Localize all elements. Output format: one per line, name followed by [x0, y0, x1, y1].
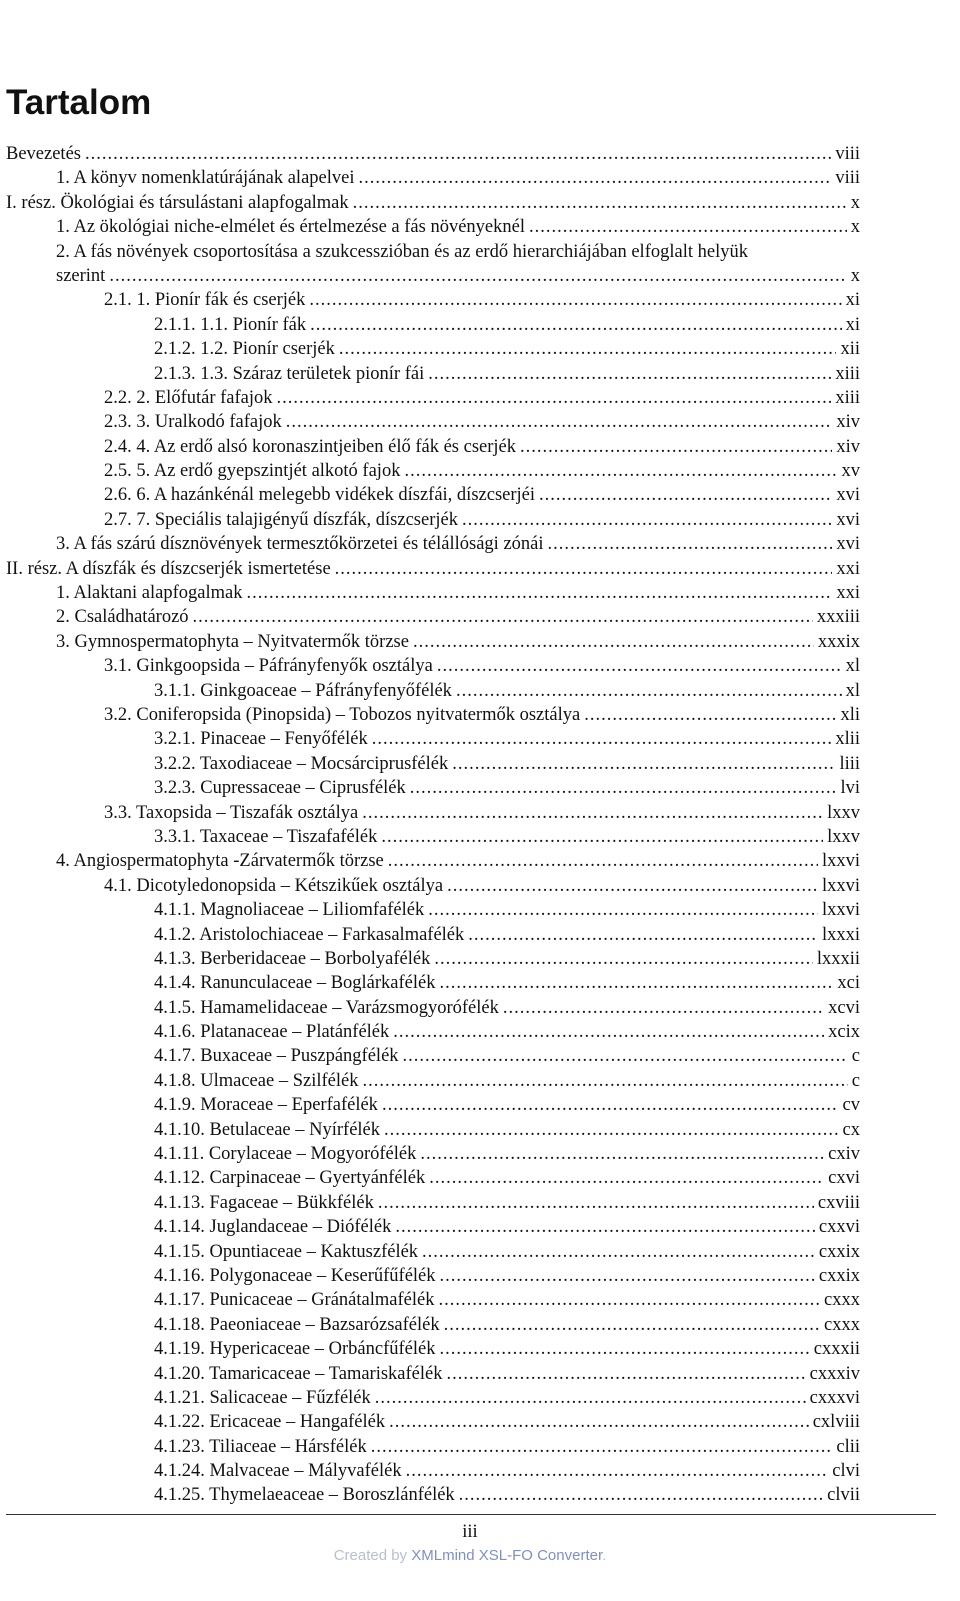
toc-page-number: cxxxii: [813, 1339, 860, 1360]
toc-entry-title: 2. Családhatározó: [56, 607, 189, 628]
toc-entry-title: 4.1.5. Hamamelidaceae – Varázsmogyorófélék: [154, 997, 499, 1018]
toc-entry[interactable]: [6, 825, 860, 849]
toc-entry-title: 4.1.23. Tiliaceae – Hársfélék: [154, 1436, 367, 1457]
toc-entry[interactable]: [6, 410, 860, 434]
toc-entry[interactable]: [6, 1362, 860, 1386]
dot-leader: [362, 1069, 847, 1093]
toc-page-number: xiv: [836, 412, 860, 433]
toc-page-number: liii: [839, 753, 860, 774]
page-title: Tartalom: [6, 83, 152, 122]
toc-entry-title: 3.3. Taxopsida – Tiszafák osztálya: [104, 802, 359, 823]
toc-entry-title: 4.1.21. Salicaceae – Fűzfélék: [154, 1387, 371, 1408]
toc-entry[interactable]: [6, 727, 860, 751]
toc-page-number: lxxvi: [821, 851, 860, 872]
toc-page-number: xli: [840, 704, 860, 725]
dot-leader: [462, 508, 832, 532]
toc-page-number: lxxvi: [821, 875, 860, 896]
toc-page-number: lxxxi: [821, 924, 860, 945]
toc-entry[interactable]: [6, 679, 860, 703]
dot-leader: [382, 1093, 839, 1117]
toc-entry-title: 4.1.11. Corylaceae – Mogyorófélék: [154, 1144, 417, 1165]
toc-entry[interactable]: [6, 362, 860, 386]
toc-entry-title: 3.1.1. Ginkgoaceae – Páfrányfenyőfélék: [154, 680, 452, 701]
dot-leader: [389, 1410, 809, 1434]
toc-entry[interactable]: [6, 1044, 860, 1068]
dot-leader: [548, 532, 833, 556]
toc-page-number: lxxxii: [816, 948, 860, 969]
dot-leader: [429, 1166, 824, 1190]
toc-entry-title: II. rész. A díszfák és díszcserjék ismertetése: [6, 558, 331, 579]
dot-leader: [422, 1240, 815, 1264]
toc-entry-title: 1. A könyv nomenklatúrájának alapelvei: [56, 168, 355, 189]
toc-page-number: viii: [835, 144, 860, 164]
toc-page-number: xlii: [835, 729, 860, 750]
dot-leader: [358, 166, 831, 190]
dot-leader: [378, 1191, 814, 1215]
toc-entry-title: 2.1.2. 1.2. Pionír cserjék: [154, 339, 335, 360]
toc-entry[interactable]: [6, 1215, 860, 1239]
toc-entry[interactable]: [6, 947, 860, 971]
dot-leader: [452, 752, 835, 776]
toc-page-number: xxi: [836, 558, 860, 579]
dot-leader: [277, 386, 832, 410]
toc-page-number: cxiv: [828, 1144, 860, 1165]
toc-page-number: viii: [835, 168, 860, 189]
toc-page-number: cxxix: [818, 1265, 860, 1286]
toc-entry[interactable]: [6, 240, 860, 264]
toc-page-number: cxvi: [828, 1168, 860, 1189]
dot-leader: [468, 923, 818, 947]
toc-entry-title: 4.1.6. Platanaceae – Platánfélék: [154, 1022, 390, 1043]
toc-entry[interactable]: [6, 703, 860, 727]
dot-leader: [438, 1288, 820, 1312]
toc-entry[interactable]: [6, 1435, 860, 1459]
toc-page-number: lvi: [840, 778, 860, 799]
table-of-contents: [6, 142, 860, 1508]
dot-leader: [428, 362, 831, 386]
dot-leader: [428, 898, 818, 922]
toc-entry[interactable]: [6, 557, 860, 581]
dot-leader: [109, 264, 846, 288]
toc-entry[interactable]: [6, 142, 860, 166]
toc-page-number: cxxxiv: [809, 1363, 860, 1384]
dot-leader: [456, 679, 842, 703]
dot-leader: [529, 215, 847, 239]
toc-entry[interactable]: [6, 996, 860, 1020]
toc-page-number: x: [850, 265, 860, 286]
toc-entry[interactable]: [6, 532, 860, 556]
toc-entry[interactable]: [6, 1118, 860, 1142]
dot-leader: [384, 1118, 839, 1142]
toc-page-number: cxxx: [824, 1290, 860, 1311]
toc-entry-title: 1. Alaktani alapfogalmak: [56, 583, 243, 604]
toc-entry[interactable]: [6, 1191, 860, 1215]
toc-page-number: xv: [841, 461, 860, 482]
toc-entry-title: 4.1.12. Carpinaceae – Gyertyánfélék: [154, 1168, 426, 1189]
toc-page-number: x: [850, 192, 860, 213]
toc-entry[interactable]: [6, 1264, 860, 1288]
dot-leader: [439, 1337, 809, 1361]
dot-leader: [404, 459, 837, 483]
toc-page-number: xvi: [836, 509, 860, 530]
toc-entry-title: 4.1.1. Magnoliaceae – Liliomfafélék: [154, 900, 425, 921]
dot-leader: [393, 1020, 824, 1044]
toc-entry[interactable]: [6, 1142, 860, 1166]
watermark-prefix: Created by: [333, 1547, 408, 1564]
toc-entry-title: 4.1.10. Betulaceae – Nyírfélék: [154, 1119, 381, 1140]
toc-page-number: xvi: [836, 534, 860, 555]
toc-entry[interactable]: [6, 1069, 860, 1093]
toc-entry[interactable]: [6, 386, 860, 410]
toc-entry-title: 2.2. 2. Előfutár fafajok: [104, 387, 273, 408]
dot-leader: [503, 996, 824, 1020]
toc-page-number: xiv: [836, 436, 860, 457]
toc-entry[interactable]: [6, 752, 860, 776]
toc-page-number: xcix: [828, 1022, 860, 1043]
toc-entry[interactable]: [6, 191, 860, 215]
dot-leader: [444, 1313, 820, 1337]
toc-page-number: cxlviii: [812, 1412, 860, 1433]
toc-entry[interactable]: [6, 435, 860, 459]
toc-entry-title: 4.1.22. Ericaceae – Hangafélék: [154, 1412, 386, 1433]
dot-leader: [85, 142, 831, 166]
toc-entry[interactable]: [6, 1410, 860, 1434]
toc-entry[interactable]: [6, 1166, 860, 1190]
toc-page-number: cxviii: [817, 1192, 860, 1213]
toc-entry-title: 2.6. 6. A hazánkénál melegebb vidékek díszfái, díszcserjéi: [104, 485, 536, 506]
toc-page-number: c: [851, 1046, 860, 1067]
toc-entry[interactable]: [6, 1483, 860, 1507]
toc-entry-title: 4.1. Dicotyledonopsida – Kétszikűek osztálya: [104, 875, 444, 896]
toc-entry-title: 4.1.7. Buxaceae – Puszpángfélék: [154, 1046, 399, 1067]
toc-entry-title: I. rész. Ökológiai és társulástani alapfogalmak: [6, 192, 349, 213]
toc-entry[interactable]: [6, 1020, 860, 1044]
toc-page-number: xxi: [836, 583, 860, 604]
toc-entry-title: 4.1.18. Paeoniaceae – Bazsarózsafélék: [154, 1314, 440, 1335]
toc-page-number: clvi: [832, 1461, 860, 1482]
toc-page-number: clvii: [827, 1485, 860, 1506]
dot-leader: [447, 874, 818, 898]
toc-entry-title: 4.1.3. Berberidaceae – Borbolyafélék: [154, 948, 431, 969]
footer-divider: [6, 1514, 936, 1515]
toc-entry-title: 3.2.3. Cupressaceae – Ciprusfélék: [154, 778, 406, 799]
toc-entry[interactable]: [6, 288, 860, 312]
dot-leader: [403, 1044, 848, 1068]
dot-leader: [353, 191, 847, 215]
dot-leader: [375, 1386, 806, 1410]
dot-leader: [459, 1483, 823, 1507]
toc-entry-title: 2.5. 5. Az erdő gyepszintjét alkotó fajok: [104, 461, 401, 482]
dot-leader: [437, 654, 842, 678]
toc-entry[interactable]: [6, 630, 860, 654]
toc-page-number: xci: [837, 973, 860, 994]
dot-leader: [381, 825, 823, 849]
toc-entry-title: 3.1. Ginkgoopsida – Páfrányfenyők osztálya: [104, 656, 433, 677]
dot-leader: [309, 288, 841, 312]
toc-entry[interactable]: [6, 508, 860, 532]
toc-entry-title: 4.1.13. Fagaceae – Bükkfélék: [154, 1192, 374, 1213]
toc-entry[interactable]: [6, 1459, 860, 1483]
toc-page-number: cv: [842, 1095, 860, 1116]
toc-page-number: xvi: [836, 485, 860, 506]
toc-entry[interactable]: [6, 215, 860, 239]
toc-entry-title: 4.1.14. Juglandaceae – Diófélék: [154, 1217, 392, 1238]
toc-page-number: lxxv: [827, 826, 860, 847]
toc-entry[interactable]: [6, 654, 860, 678]
toc-page-number: cxxx: [824, 1314, 860, 1335]
toc-entry-title: 2.3. 3. Uralkodó fafajok: [104, 412, 282, 433]
toc-entry-title: 2.7. 7. Speciális talajigényű díszfák, díszcserjék: [104, 509, 458, 530]
dot-leader: [520, 435, 832, 459]
toc-page-number: xi: [845, 290, 860, 311]
toc-page-number: xxxiii: [816, 607, 860, 628]
toc-entry[interactable]: [6, 923, 860, 947]
toc-page-number: cxxxvi: [809, 1387, 860, 1408]
dot-leader: [413, 630, 814, 654]
toc-page-number: xl: [845, 680, 860, 701]
toc-entry[interactable]: [6, 898, 860, 922]
toc-entry-title: 3.3.1. Taxaceae – Tiszafafélék: [154, 826, 378, 847]
toc-entry[interactable]: [6, 1337, 860, 1361]
toc-page-number: lxxv: [827, 802, 860, 823]
toc-entry-title: 4.1.25. Thymelaeaceae – Boroszlánfélék: [154, 1485, 455, 1506]
toc-entry-title: 4.1.9. Moraceae – Eperfafélék: [154, 1095, 378, 1116]
toc-entry[interactable]: [6, 1093, 860, 1117]
toc-page-number: lxxvi: [821, 900, 860, 921]
toc-entry[interactable]: [6, 1240, 860, 1264]
toc-entry[interactable]: [6, 337, 860, 361]
toc-entry-title: 3. A fás szárú dísznövények termesztőkörzetei és télállósági zónái: [56, 534, 544, 555]
dot-leader: [388, 849, 818, 873]
toc-entry-title: 4.1.15. Opuntiaceae – Kaktuszfélék: [154, 1241, 419, 1262]
toc-page-number: xl: [845, 656, 860, 677]
toc-page-number: clii: [836, 1436, 860, 1457]
toc-entry-title: 3.2.1. Pinaceae – Fenyőfélék: [154, 729, 368, 750]
toc-entry[interactable]: [6, 166, 860, 190]
converter-watermark: [0, 1546, 940, 1566]
toc-entry[interactable]: [6, 483, 860, 507]
toc-entry[interactable]: [6, 313, 860, 337]
toc-entry-title: 4.1.19. Hypericaceae – Orbáncfűfélék: [154, 1339, 436, 1360]
dot-leader: [440, 971, 834, 995]
toc-entry-title: 4.1.17. Punicaceae – Gránátalmafélék: [154, 1290, 435, 1311]
toc-page-number: xi: [845, 314, 860, 335]
toc-page-number: xcvi: [828, 997, 860, 1018]
toc-entry-title: 4.1.20. Tamaricaceae – Tamariskafélék: [154, 1363, 443, 1384]
toc-entry-title: 2.1.3. 1.3. Száraz területek pionír fái: [154, 363, 425, 384]
toc-entry-title: 4.1.8. Ulmaceae – Szilfélék: [154, 1070, 359, 1091]
dot-leader: [406, 1459, 829, 1483]
toc-page-number: cxxvi: [818, 1217, 860, 1238]
toc-entry-title: 4.1.24. Malvaceae – Mályvafélék: [154, 1461, 402, 1482]
toc-entry-title: Bevezetés: [6, 144, 81, 164]
toc-entry-title: 4.1.16. Polygonaceae – Keserűfűfélék: [154, 1265, 436, 1286]
toc-page-number: xiii: [835, 387, 860, 408]
toc-entry[interactable]: [6, 849, 860, 873]
page-number: iii: [462, 1522, 478, 1542]
dot-leader: [420, 1142, 824, 1166]
toc-entry-title: 4.1.4. Ranunculaceae – Boglárkafélék: [154, 973, 436, 994]
dot-leader: [339, 337, 837, 361]
dot-leader: [286, 410, 833, 434]
watermark-brand[interactable]: XMLmind XSL-FO Converter: [411, 1547, 603, 1564]
dot-leader: [434, 947, 812, 971]
toc-entry[interactable]: [6, 874, 860, 898]
toc-entry[interactable]: [6, 605, 860, 629]
dot-leader: [446, 1362, 805, 1386]
dot-leader: [410, 776, 837, 800]
dot-leader: [310, 313, 842, 337]
toc-entry[interactable]: [6, 1313, 860, 1337]
toc-page-number: c: [851, 1070, 860, 1091]
toc-entry-title: 2.1. 1. Pionír fák és cserjék: [104, 290, 306, 311]
toc-page-number: xxxix: [817, 631, 860, 652]
dot-leader: [362, 801, 823, 825]
toc-page-number: xiii: [835, 363, 860, 384]
toc-entry-continuation[interactable]: [6, 264, 860, 288]
dot-leader: [440, 1264, 815, 1288]
dot-leader: [371, 1435, 833, 1459]
toc-entry-title: 3.2.2. Taxodiaceae – Mocsárciprusfélék: [154, 753, 449, 774]
toc-entry[interactable]: [6, 971, 860, 995]
dot-leader: [372, 727, 832, 751]
toc-entry-title: 1. Az ökológiai niche-elmélet és értelmezése a fás növényeknél: [56, 217, 525, 238]
toc-entry-title-continuation: szerint: [56, 265, 106, 286]
toc-entry-title: 3. Gymnospermatophyta – Nyitvatermők törzse: [56, 631, 409, 652]
toc-entry[interactable]: [6, 776, 860, 800]
toc-entry-title: 2.4. 4. Az erdő alsó koronaszintjeiben élő fák és cserjék: [104, 436, 517, 457]
dot-leader: [584, 703, 836, 727]
dot-leader: [246, 581, 832, 605]
dot-leader: [193, 605, 813, 629]
toc-entry[interactable]: [6, 1386, 860, 1410]
dot-leader: [335, 557, 833, 581]
toc-page-number: xii: [840, 339, 860, 360]
toc-page-number: x: [850, 217, 860, 238]
toc-entry[interactable]: [6, 1288, 860, 1312]
dot-leader: [539, 483, 832, 507]
toc-entry-title: 2. A fás növények csoportosítása a szukcesszióban és az erdő hierarchiájában elfoglalt helyük: [56, 241, 748, 262]
toc-entry[interactable]: [6, 801, 860, 825]
watermark-suffix: .: [602, 1547, 607, 1564]
toc-page-number: cx: [842, 1119, 860, 1140]
toc-entry[interactable]: [6, 581, 860, 605]
toc-entry[interactable]: [6, 459, 860, 483]
toc-entry-title: 4.1.2. Aristolochiaceae – Farkasalmafélék: [154, 924, 465, 945]
toc-entry-title: 3.2. Coniferopsida (Pinopsida) – Tobozos nyitvatermők osztálya: [104, 704, 581, 725]
toc-page-number: cxxix: [818, 1241, 860, 1262]
toc-entry-title: 2.1.1. 1.1. Pionír fák: [154, 314, 307, 335]
toc-entry-title: 4. Angiospermatophyta -Zárvatermők törzse: [56, 851, 384, 872]
dot-leader: [395, 1215, 815, 1239]
